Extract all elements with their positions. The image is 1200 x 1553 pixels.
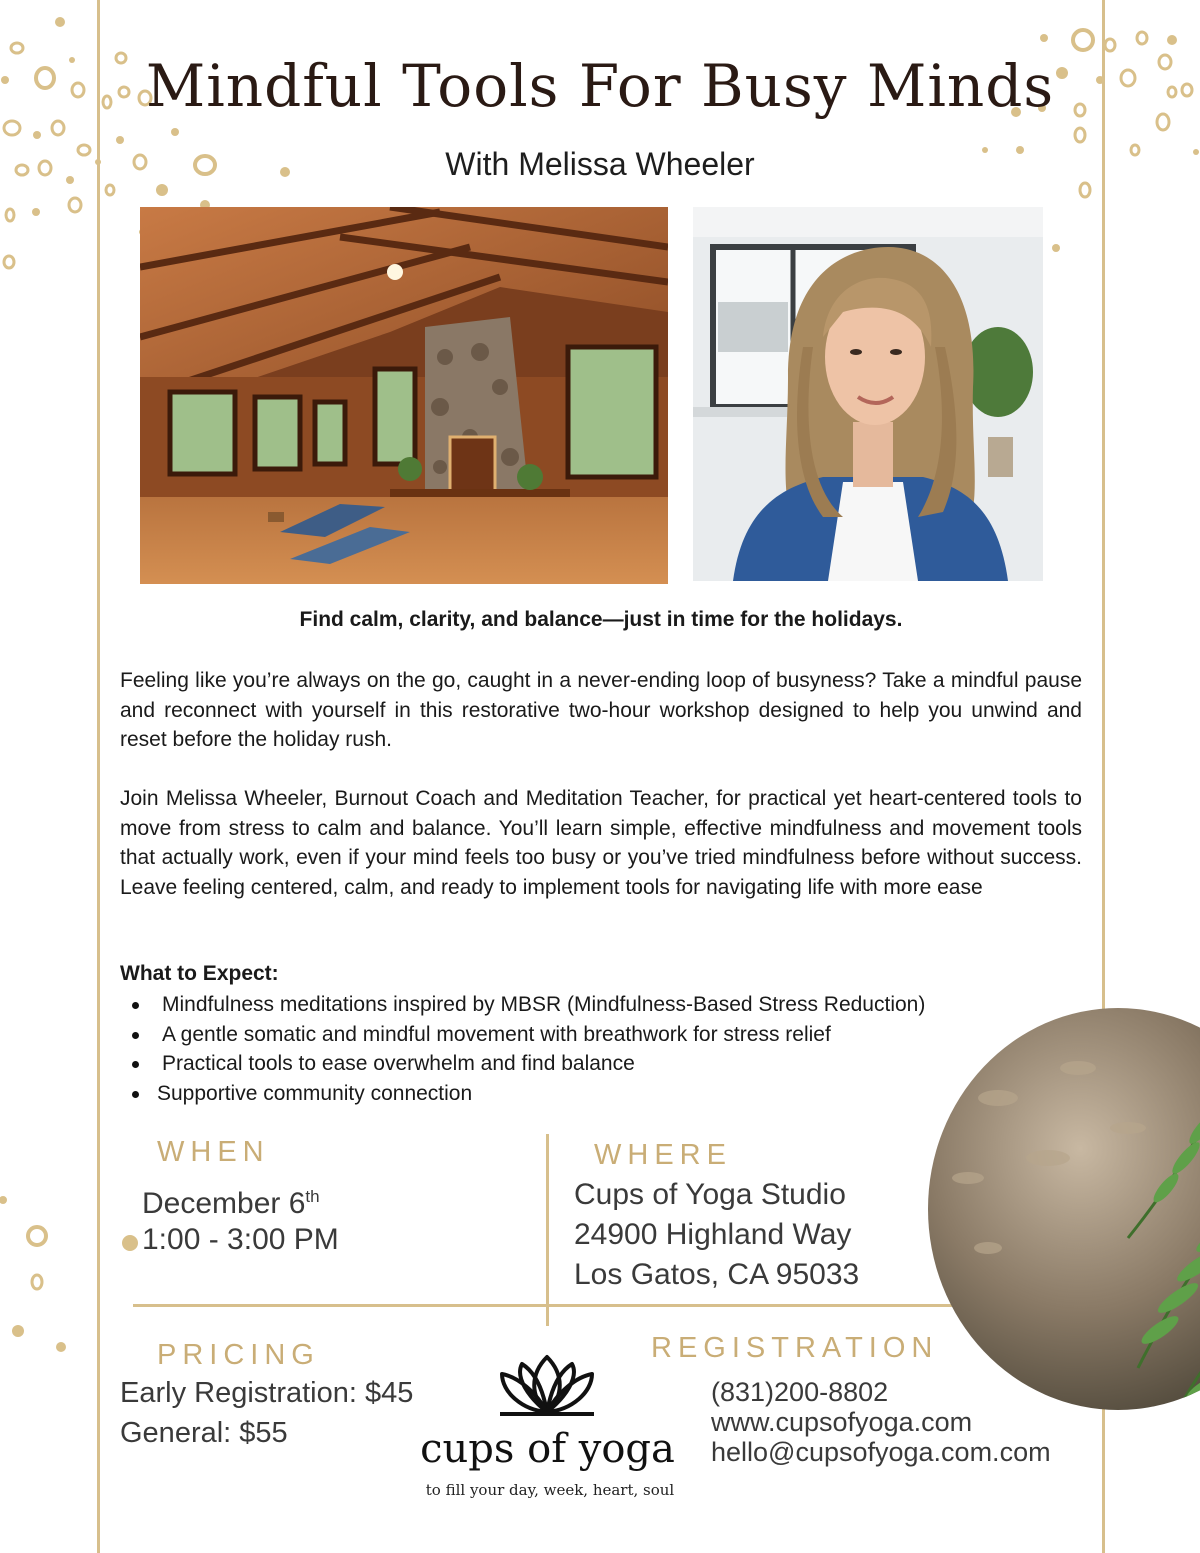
what-to-expect-heading: What to Expect: — [120, 962, 279, 985]
list-item — [120, 1079, 1080, 1109]
list-item-text: Supportive community connection — [157, 1081, 473, 1105]
page-title: Mindful Tools For Busy Minds — [145, 52, 1055, 120]
pricing-heading: PRICING — [157, 1339, 320, 1371]
registration-heading: REGISTRATION — [651, 1332, 939, 1364]
lotus-icon — [410, 1352, 685, 1422]
event-date — [142, 1177, 320, 1224]
general-price: General: $55 — [120, 1417, 288, 1449]
venue-street: 24900 Highland Way — [574, 1218, 852, 1251]
page-subtitle: With Melissa Wheeler — [445, 146, 755, 182]
venue-city: Los Gatos, CA 95033 — [574, 1258, 860, 1291]
venue-name: Cups of Yoga Studio — [574, 1178, 846, 1211]
early-price: Early Registration: $45 — [120, 1377, 414, 1409]
bullet-icon — [132, 1091, 139, 1098]
phone-number[interactable]: (831)200-8802 — [711, 1377, 889, 1407]
where-heading: WHERE — [594, 1139, 732, 1171]
details-paragraph: Join Melissa Wheeler, Burnout Coach and Meditation Teacher, for practical yet heart-centered tools to move from stress to calm and balance. You’ll learn simple, effective mindfulness and movement tools that actually work, even if your mind feels too busy or you’ve tried mindfulness before without success. Leave feeling centered, calm, and ready to implement tools for navigating life with more ease — [120, 787, 1082, 899]
when-heading: WHEN — [157, 1136, 270, 1168]
list-item-text: Practical tools to ease overwhelm and find balance — [162, 1052, 635, 1075]
horizontal-divider — [133, 1304, 953, 1307]
list-item-text: Mindfulness meditations inspired by MBSR (Mindfulness-Based Stress Reduction) — [162, 993, 926, 1016]
website-link[interactable]: www.cupsofyoga.com — [711, 1407, 973, 1437]
tagline: Find calm, clarity, and balance—just in time for the holidays. — [299, 608, 903, 631]
brand-tagline: to fill your day, week, heart, soul — [425, 1481, 675, 1499]
list-item — [120, 1020, 1080, 1050]
event-time: 1:00 - 3:00 PM — [142, 1223, 339, 1256]
list-item — [120, 990, 1080, 1020]
what-to-expect-list — [120, 990, 1080, 1108]
email-link[interactable]: hello@cupsofyoga.com.com — [711, 1437, 1051, 1467]
list-item — [120, 1049, 1080, 1079]
list-item-text: A gentle somatic and mindful movement with breathwork for stress relief — [162, 1022, 831, 1046]
event-date-suffix: th — [305, 1187, 320, 1206]
bullet-icon — [132, 1002, 139, 1009]
bullet-icon — [132, 1061, 139, 1068]
intro-paragraph: Feeling like you’re always on the go, caught in a never-ending loop of busyness? Take a mindful pause and reconnect with yourself in this restorative two-hour workshop designed to help you unwind and reset before the holiday rush. — [120, 669, 1082, 751]
registration-contact — [711, 1377, 1051, 1467]
instructor-portrait-photo — [693, 207, 1043, 581]
vertical-divider — [546, 1134, 549, 1326]
event-date-text: December 6 — [142, 1187, 306, 1220]
studio-room-photo — [140, 207, 668, 584]
bullet-icon — [132, 1032, 139, 1039]
brand-name: cups of yoga — [420, 1426, 675, 1472]
